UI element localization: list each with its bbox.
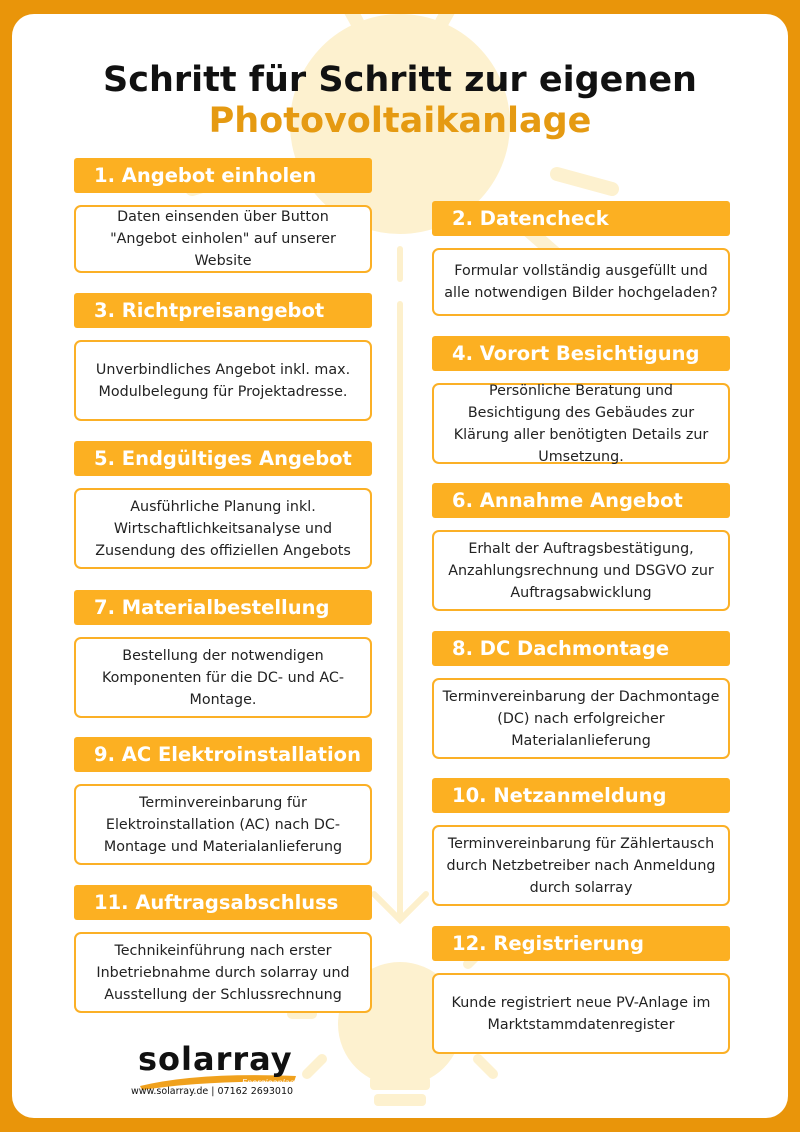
- step-description: Ausführliche Planung inkl. Wirtschaftlichkeitsanalyse und Zusendung des offiziellen Angebots: [74, 488, 372, 569]
- step-description: Erhalt der Auftragsbestätigung, Anzahlungsrechnung und DSGVO zur Auftragsabwicklung: [432, 530, 730, 611]
- step-card: [74, 441, 372, 569]
- step-card: [74, 590, 372, 718]
- step-card: [74, 158, 372, 273]
- page-subtitle: Photovoltaikanlage: [208, 101, 592, 141]
- step-description: Bestellung der notwendigen Komponenten für die DC- und AC-Montage.: [74, 637, 372, 718]
- contact-info: www.solarray.de | 07162 2693010: [130, 1086, 294, 1097]
- step-card: [432, 926, 730, 1054]
- step-title: 7. Materialbestellung: [74, 590, 372, 625]
- step-card: [432, 483, 730, 611]
- step-card: [432, 336, 730, 464]
- step-description: Unverbindliches Angebot inkl. max. Modulbelegung für Projektadresse.: [74, 340, 372, 421]
- step-card: [74, 293, 372, 421]
- step-card: [432, 631, 730, 759]
- step-title: 6. Annahme Angebot: [432, 483, 730, 518]
- step-title: 9. AC Elektroinstallation: [74, 737, 372, 772]
- page-title: Schritt für Schritt zur eigenen: [103, 60, 697, 100]
- step-description: Technikeinführung nach erster Inbetriebnahme durch solarray und Ausstellung der Schlussrechnung: [74, 932, 372, 1013]
- step-title: 11. Auftragsabschluss: [74, 885, 372, 920]
- step-card: [432, 201, 730, 316]
- step-card: [74, 737, 372, 865]
- step-description: Kunde registriert neue PV-Anlage im Marktstammdatenregister: [432, 973, 730, 1054]
- step-title: 2. Datencheck: [432, 201, 730, 236]
- logo-wordmark: solarray: [138, 1040, 293, 1078]
- step-title: 12. Registrierung: [432, 926, 730, 961]
- step-title: 10. Netzanmeldung: [432, 778, 730, 813]
- step-title: 4. Vorort Besichtigung: [432, 336, 730, 371]
- step-card: [432, 778, 730, 906]
- step-description: Terminvereinbarung für Zählertausch durch Netzbetreiber nach Anmeldung durch solarray: [432, 825, 730, 906]
- step-title: 3. Richtpreisangebot: [74, 293, 372, 328]
- step-card: [74, 885, 372, 1013]
- infographic-card: [12, 14, 788, 1118]
- step-title: 5. Endgültiges Angebot: [74, 441, 372, 476]
- step-description: Daten einsenden über Button "Angebot einholen" auf unserer Website: [74, 205, 372, 273]
- down-arrow-icon: [374, 249, 426, 920]
- step-title: 1. Angebot einholen: [74, 158, 372, 193]
- step-description: Terminvereinbarung für Elektroinstallation (AC) nach DC-Montage und Materialanlieferung: [74, 784, 372, 865]
- logo-tagline: Energieanlagen: [242, 1078, 305, 1087]
- step-description: Persönliche Beratung und Besichtigung des Gebäudes zur Klärung aller benötigten Details zur Umsetzung.: [432, 383, 730, 464]
- step-description: Formular vollständig ausgefüllt und alle notwendigen Bilder hochgeladen?: [432, 248, 730, 316]
- step-title: 8. DC Dachmontage: [432, 631, 730, 666]
- step-description: Terminvereinbarung der Dachmontage (DC) nach erfolgreicher Materialanlieferung: [432, 678, 730, 759]
